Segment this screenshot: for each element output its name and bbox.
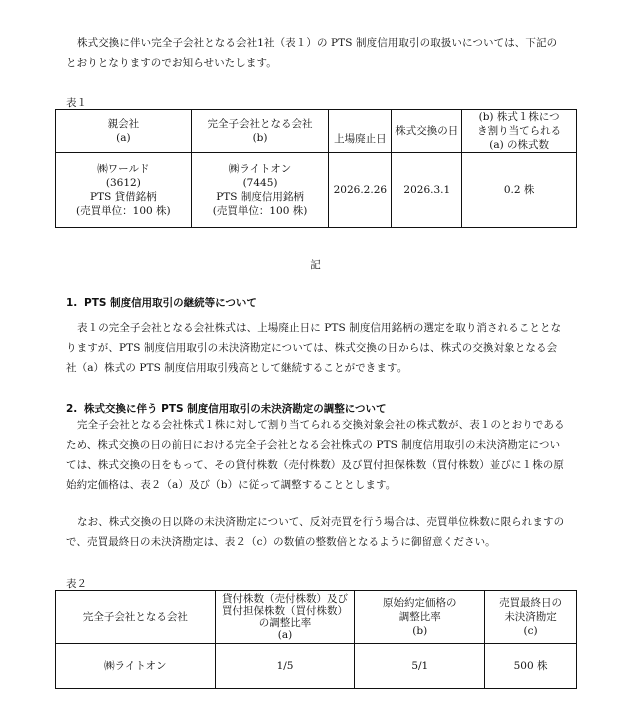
t1-cell-delisting: 2026.2.26	[329, 153, 392, 228]
section1-heading	[66, 295, 257, 310]
t1-header-allotted: (b) 株式１株につ き割り当てられる (a) の株式数	[462, 110, 577, 153]
t2-cell-final: 500 株	[485, 644, 577, 689]
section2-title: 株式交換に伴う PTS 制度信用取引の未決済勘定の調整について	[84, 403, 387, 415]
section2-number: 2.	[66, 403, 78, 415]
section1-title: PTS 制度信用取引の継続等について	[84, 297, 257, 309]
t2-header-price: 原始約定価格の 調整比率 (b)	[355, 591, 485, 644]
table1	[55, 109, 577, 228]
table2	[55, 590, 577, 689]
t1-header-exchange-date: 株式交換の日	[392, 110, 462, 153]
section1-body: 表１の完全子会社となる会社株式は、上場廃止日に PTS 制度信用銘柄の選定を取り消されることとなりますが、PTS 制度信用取引の未決済勘定については、株式交換の日からは、株式の交換対象となる会社（a）株式の PTS 制度信用取引残高として継続することができます。	[66, 322, 562, 374]
t2-header-final: 売買最終日の 未決済勘定 (c)	[485, 591, 577, 644]
t1-header-subsidiary: 完全子会社となる会社 (b)	[191, 110, 329, 153]
section1-number: 1.	[66, 297, 78, 309]
ki-mark: 記	[310, 259, 321, 271]
t1-header-parent: 親会社 (a)	[56, 110, 192, 153]
t1-cell-allotted: 0.2 株	[462, 153, 577, 228]
t1-cell-subsidiary: ㈱ライトオン (7445) PTS 制度信用銘柄 (売買単位：100 株)	[191, 153, 329, 228]
t2-header-ratio: 貸付株数（売付株数）及び 買付担保株数（買付株数） の調整比率 (a)	[215, 591, 355, 644]
section2-body2: なお、株式交換の日以降の未決済勘定について、反対売買を行う場合は、売買単位株数に限られますので、売買最終日の未決済勘定は、表２（c）の数値の整数倍となるように御留意ください。	[66, 516, 565, 548]
section2-body1: 完全子会社となる会社株式１株に対して割り当てられる交換対象会社の株式数が、表１のとおりであるため、株式交換の日の前日における完全子会社となる会社株式の PTS 制度信用取引の未決済勘定については、株式交換の日をもって、その貸付株数（売付株数）及び買付担保株数（買付株数）並びに１株の原始約定価格は、表２（a）及び（b）に従って調整することとします。	[66, 419, 565, 491]
intro-paragraph: 株式交換に伴い完全子会社となる会社1社（表１）の PTS 制度信用取引の取扱いについては、下記のとおりとなりますのでお知らせいたします。	[66, 37, 558, 69]
t2-cell-company: ㈱ライトオン	[56, 644, 216, 689]
section2-heading	[66, 401, 387, 416]
t2-cell-price: 5/1	[355, 644, 485, 689]
t1-header-delisting: 上場廃止日	[329, 110, 392, 153]
t2-cell-ratio: 1/5	[215, 644, 355, 689]
t1-cell-parent: ㈱ワールド (3612) PTS 貸借銘柄 (売買単位：100 株)	[56, 153, 192, 228]
table2-caption: 表２	[66, 578, 87, 590]
table1-caption: 表１	[66, 97, 87, 109]
t2-header-company: 完全子会社となる会社	[56, 591, 216, 644]
t1-cell-exchange-date: 2026.3.1	[392, 153, 462, 228]
